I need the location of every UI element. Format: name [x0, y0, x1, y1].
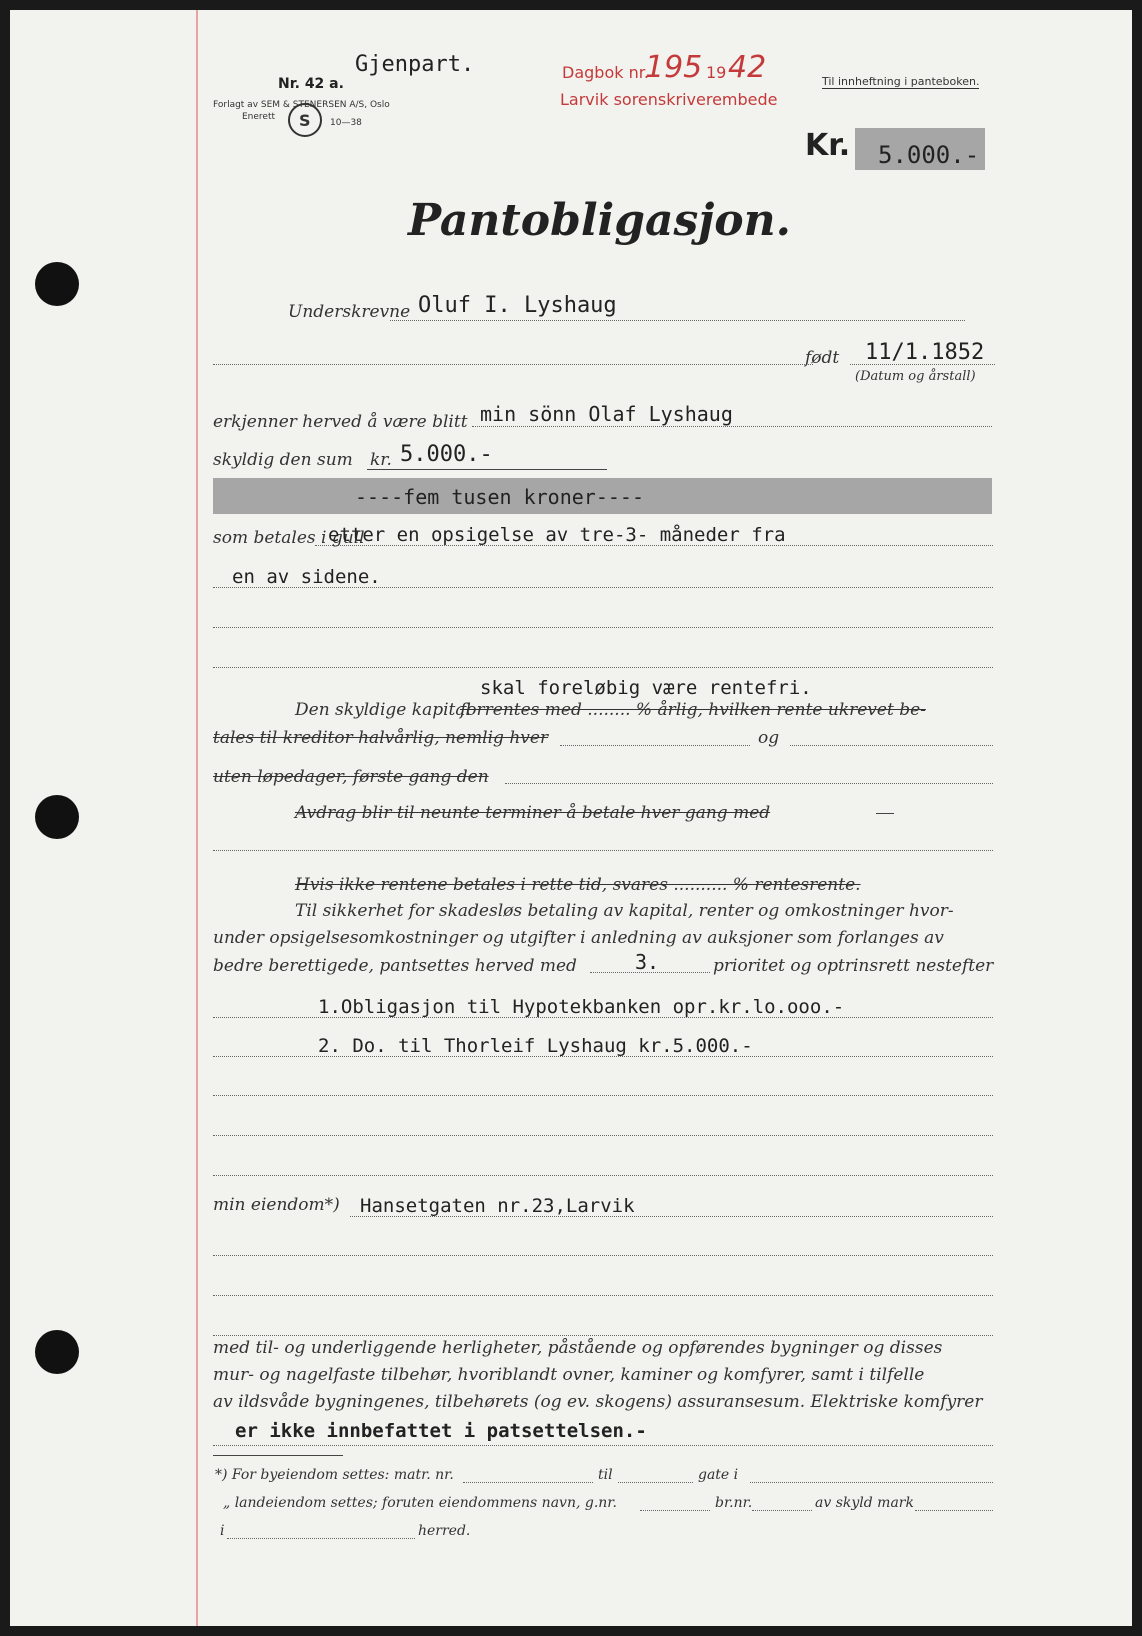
payable-struck: tales til kreditor halvårlig, nemlig hver — [213, 728, 549, 748]
punch-hole — [35, 1330, 79, 1374]
fill-line — [213, 1095, 993, 1096]
born-date: 11/1.1852 — [865, 340, 985, 365]
security-line-3-end: prioritet og optrinsrett nestefter — [713, 956, 994, 976]
fill-line — [213, 364, 813, 365]
publisher-logo — [288, 103, 322, 137]
rights-line: Enerett — [242, 112, 276, 122]
diary-label: Dagbok nr. — [562, 63, 649, 82]
appurtenance-line-2: mur- og nagelfaste tilbehør, hvoriblandt ovner, kaminer og komfyrer, samt i tilfelle — [213, 1365, 925, 1385]
footnote-2-brnr: br.nr. — [715, 1495, 753, 1511]
fill-line — [213, 1445, 993, 1446]
creditor-name: min sönn Olaf Lyshaug — [480, 402, 733, 426]
property-address: Hansetgaten nr.23,Larvik — [360, 1195, 635, 1217]
owing-currency: kr. — [370, 450, 392, 470]
fill-line — [213, 667, 993, 668]
fill-line — [472, 426, 992, 427]
fill-line — [213, 1175, 993, 1176]
punch-hole — [35, 795, 79, 839]
dash-mark — [876, 813, 894, 814]
fill-line — [850, 364, 995, 365]
fill-line — [213, 587, 993, 588]
document-page — [10, 10, 1132, 1626]
acknowledge-label: erkjenner herved å være blitt — [213, 412, 468, 432]
fill-line — [213, 1017, 993, 1018]
filing-note: Til innheftning i panteboken. — [822, 75, 980, 88]
publisher-line: Forlagt av SEM & STENERSEN ​A/S, Oslo — [213, 100, 390, 110]
fill-line — [213, 1135, 993, 1136]
form-number: Nr. 42 a. — [278, 76, 344, 92]
fill-line — [505, 783, 993, 784]
fill-line — [750, 1482, 993, 1483]
amount-in-words: ----fem tusen kroner---- — [355, 485, 644, 509]
owing-underline — [367, 469, 607, 470]
fill-line — [560, 745, 750, 746]
fill-line — [390, 320, 965, 321]
capital-label: Den skyldige kapital — [295, 700, 471, 720]
prior-lien-2: 2. Do. til Thorleif Lyshaug kr.5.000.- — [318, 1035, 753, 1057]
priority-number: 3. — [635, 950, 660, 974]
footnote-rule — [213, 1455, 343, 1456]
appurtenance-line-3: av ildsvåde bygningenes, tilbehørets (og ev. skogens) assuransesum. Elektriske komfyrer — [213, 1392, 983, 1412]
born-label: født — [805, 348, 840, 368]
payment-label: som betales i gull — [213, 528, 365, 548]
installment-struck: Avdrag blir til neunte terminer å betale hver gang med — [295, 803, 771, 823]
fill-line — [915, 1510, 993, 1511]
footnote-3-i: i — [220, 1523, 225, 1539]
page-title: Pantobligasjon. — [408, 195, 791, 246]
footnote-2-skyld: av skyld mark — [815, 1495, 914, 1511]
security-line-2: under opsigelsesomkostninger og utgifter i anledning av auksjoner som forlanges av — [213, 928, 944, 948]
fill-line — [213, 1255, 993, 1256]
exclusion-note: er ikke innbefattet i patsettelsen.- — [235, 1420, 647, 1442]
fill-line — [315, 545, 993, 546]
and-label: og — [758, 728, 780, 748]
publisher-logo-icon — [290, 105, 320, 135]
footnote-1-gate: gate i — [698, 1467, 739, 1483]
diary-number: 195 — [645, 50, 703, 85]
security-line-3-start: bedre berettigede, pantsettes herved med — [213, 956, 577, 976]
payment-terms-2: en av sidene. — [232, 566, 381, 588]
footnote-3-herred: herred. — [418, 1523, 471, 1539]
fill-line — [213, 850, 993, 851]
penalty-interest-struck: Hvis ikke rentene betales i rette tid, svares .......... % rentesrente. — [295, 875, 861, 895]
fill-line — [790, 745, 993, 746]
diary-year-prefix: 19 — [706, 63, 727, 82]
fill-line — [213, 1056, 993, 1057]
copy-label: Gjenpart. — [355, 52, 475, 77]
punch-hole — [35, 262, 79, 306]
fill-line — [213, 1295, 993, 1296]
first-time-struck: uten løpedager, første gang den — [213, 767, 489, 787]
amount-value: 5.000.- — [878, 141, 980, 169]
currency-label: Kr. — [805, 128, 851, 163]
owing-amount: 5.000.- — [400, 442, 493, 467]
fill-line — [618, 1482, 693, 1483]
court-office: Larvik sorenskriverembede — [560, 90, 778, 109]
fill-line — [640, 1510, 710, 1511]
owing-label: skyldig den sum — [213, 450, 353, 470]
margin-rule — [196, 10, 198, 1626]
payment-terms-1: etter en opsigelse av tre-3- måneder fra — [328, 524, 786, 546]
fill-line — [213, 1335, 993, 1336]
interest-free-note: skal foreløbig være rentefri. — [480, 677, 812, 699]
footnote-1-til: til — [598, 1467, 613, 1483]
security-line-1: Til sikkerhet for skadesløs betaling av kapital, renter og omkostninger hvor- — [295, 901, 954, 921]
born-hint: (Datum og årstall) — [855, 369, 976, 384]
undersigned-name: Oluf I. Lyshaug — [418, 293, 617, 318]
undersigned-label: Underskrevne — [288, 302, 411, 322]
fill-line — [463, 1482, 593, 1483]
fill-line — [213, 627, 993, 628]
print-date: 10—38 — [330, 118, 362, 128]
footnote-1: *) For byeiendom settes: matr. nr. — [215, 1467, 454, 1483]
capital-struck: forrentes med ........ % årlig, hvilken rente ukrevet be- — [460, 700, 926, 720]
appurtenance-line-1: med til- og underliggende herligheter, påstående og opførendes bygninger og disses — [213, 1338, 943, 1358]
footnote-2: „ landeiendom settes; foruten eiendommens navn, g.nr. — [223, 1495, 617, 1511]
property-label: min eiendom*) — [213, 1195, 340, 1215]
svg-text:S: S — [299, 111, 311, 130]
fill-line — [350, 1216, 993, 1217]
diary-year-suffix: 42 — [728, 50, 767, 85]
fill-line — [752, 1510, 812, 1511]
prior-lien-1: 1.Obligasjon til Hypotekbanken opr.kr.lo.ooo.- — [318, 996, 845, 1018]
fill-line — [227, 1538, 415, 1539]
